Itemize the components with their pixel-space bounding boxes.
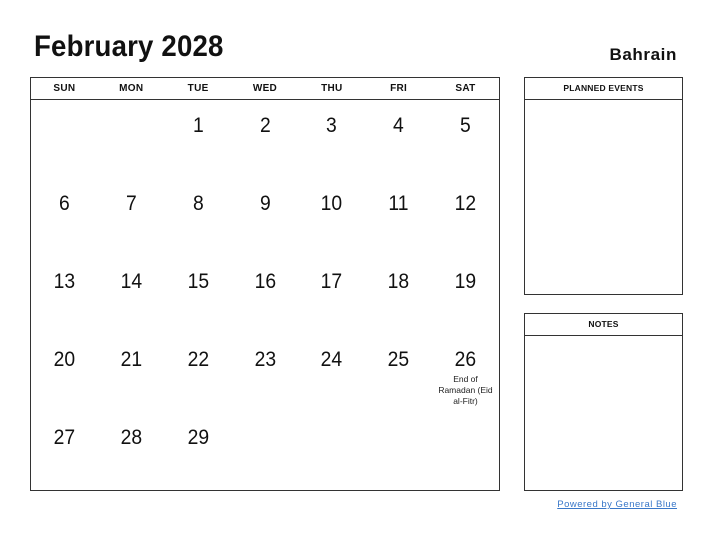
day-number: 23 — [254, 348, 276, 371]
day-number: 1 — [192, 114, 204, 137]
day-number: 20 — [53, 348, 76, 371]
day-cell — [165, 178, 232, 256]
day-cell — [365, 100, 432, 178]
day-number: 8 — [192, 192, 204, 215]
day-number: 7 — [125, 192, 137, 215]
notes-panel — [524, 313, 683, 491]
day-number: 9 — [259, 192, 271, 215]
day-cell — [31, 100, 98, 178]
holiday-label: End of Ramadan (Eid al-Fitr) — [438, 374, 493, 406]
day-cell — [432, 256, 499, 334]
day-number: 4 — [393, 114, 405, 137]
day-cell — [432, 412, 499, 490]
day-number: 6 — [59, 192, 70, 215]
day-cell — [298, 256, 365, 334]
day-cell — [165, 256, 232, 334]
day-number: 17 — [321, 270, 343, 293]
day-number: 13 — [53, 270, 76, 293]
day-number: 3 — [326, 114, 338, 137]
day-cell — [98, 256, 165, 334]
weekday-fri: FRI — [390, 83, 408, 94]
day-cell — [98, 334, 165, 412]
day-cell — [232, 100, 299, 178]
planned-events-panel — [524, 77, 683, 295]
day-number: 5 — [460, 114, 471, 137]
day-cell — [365, 256, 432, 334]
weekday-header-row — [31, 78, 499, 100]
notes-heading: NOTES — [525, 314, 682, 336]
page-title: February 2028 — [34, 30, 224, 63]
day-number: 14 — [120, 270, 143, 293]
day-cell — [365, 334, 432, 412]
day-number: 15 — [187, 270, 209, 293]
day-cell — [165, 412, 232, 490]
calendar-grid — [30, 77, 500, 491]
calendar-week-row — [31, 100, 499, 178]
day-number: 18 — [387, 270, 410, 293]
day-cell — [432, 334, 499, 412]
day-cell — [31, 334, 98, 412]
day-cell — [31, 178, 98, 256]
day-number: 19 — [454, 270, 477, 293]
day-number: 25 — [387, 348, 410, 371]
day-number: 28 — [120, 426, 143, 449]
day-cell — [432, 100, 499, 178]
day-cell — [298, 334, 365, 412]
day-number: 27 — [53, 426, 76, 449]
day-number: 16 — [254, 270, 276, 293]
day-cell — [298, 178, 365, 256]
calendar-week-row — [31, 412, 499, 490]
day-cell — [31, 256, 98, 334]
day-cell — [232, 334, 299, 412]
day-number: 2 — [259, 114, 271, 137]
calendar-week-row — [31, 178, 499, 256]
day-cell — [98, 178, 165, 256]
day-number: 22 — [187, 348, 209, 371]
powered-by-link[interactable]: Powered by General Blue — [557, 499, 677, 510]
day-cell — [432, 178, 499, 256]
day-number: 10 — [321, 192, 343, 215]
calendar-week-row — [31, 334, 499, 412]
day-cell — [165, 100, 232, 178]
weekday-sun: SUN — [53, 83, 76, 94]
day-cell — [98, 100, 165, 178]
day-number: 24 — [321, 348, 343, 371]
weekday-tue: TUE — [187, 83, 209, 94]
day-number: 26 — [454, 348, 477, 371]
planned-events-heading: PLANNED EVENTS — [525, 78, 682, 100]
day-cell — [232, 412, 299, 490]
weekday-mon: MON — [119, 83, 144, 94]
day-cell — [98, 412, 165, 490]
day-cell — [298, 100, 365, 178]
day-number: 12 — [454, 192, 477, 215]
day-cell — [365, 412, 432, 490]
weekday-thu: THU — [321, 83, 343, 94]
day-cell — [232, 256, 299, 334]
country-label: Bahrain — [609, 45, 677, 64]
calendar-days — [31, 100, 499, 490]
day-number: 21 — [120, 348, 143, 371]
day-cell — [365, 178, 432, 256]
weekday-sat: SAT — [455, 83, 476, 94]
weekday-wed: WED — [252, 83, 278, 94]
day-cell — [232, 178, 299, 256]
day-number: 11 — [388, 192, 409, 215]
day-number: 29 — [187, 426, 209, 449]
calendar-week-row — [31, 256, 499, 334]
day-cell — [165, 334, 232, 412]
day-cell — [298, 412, 365, 490]
day-cell — [31, 412, 98, 490]
